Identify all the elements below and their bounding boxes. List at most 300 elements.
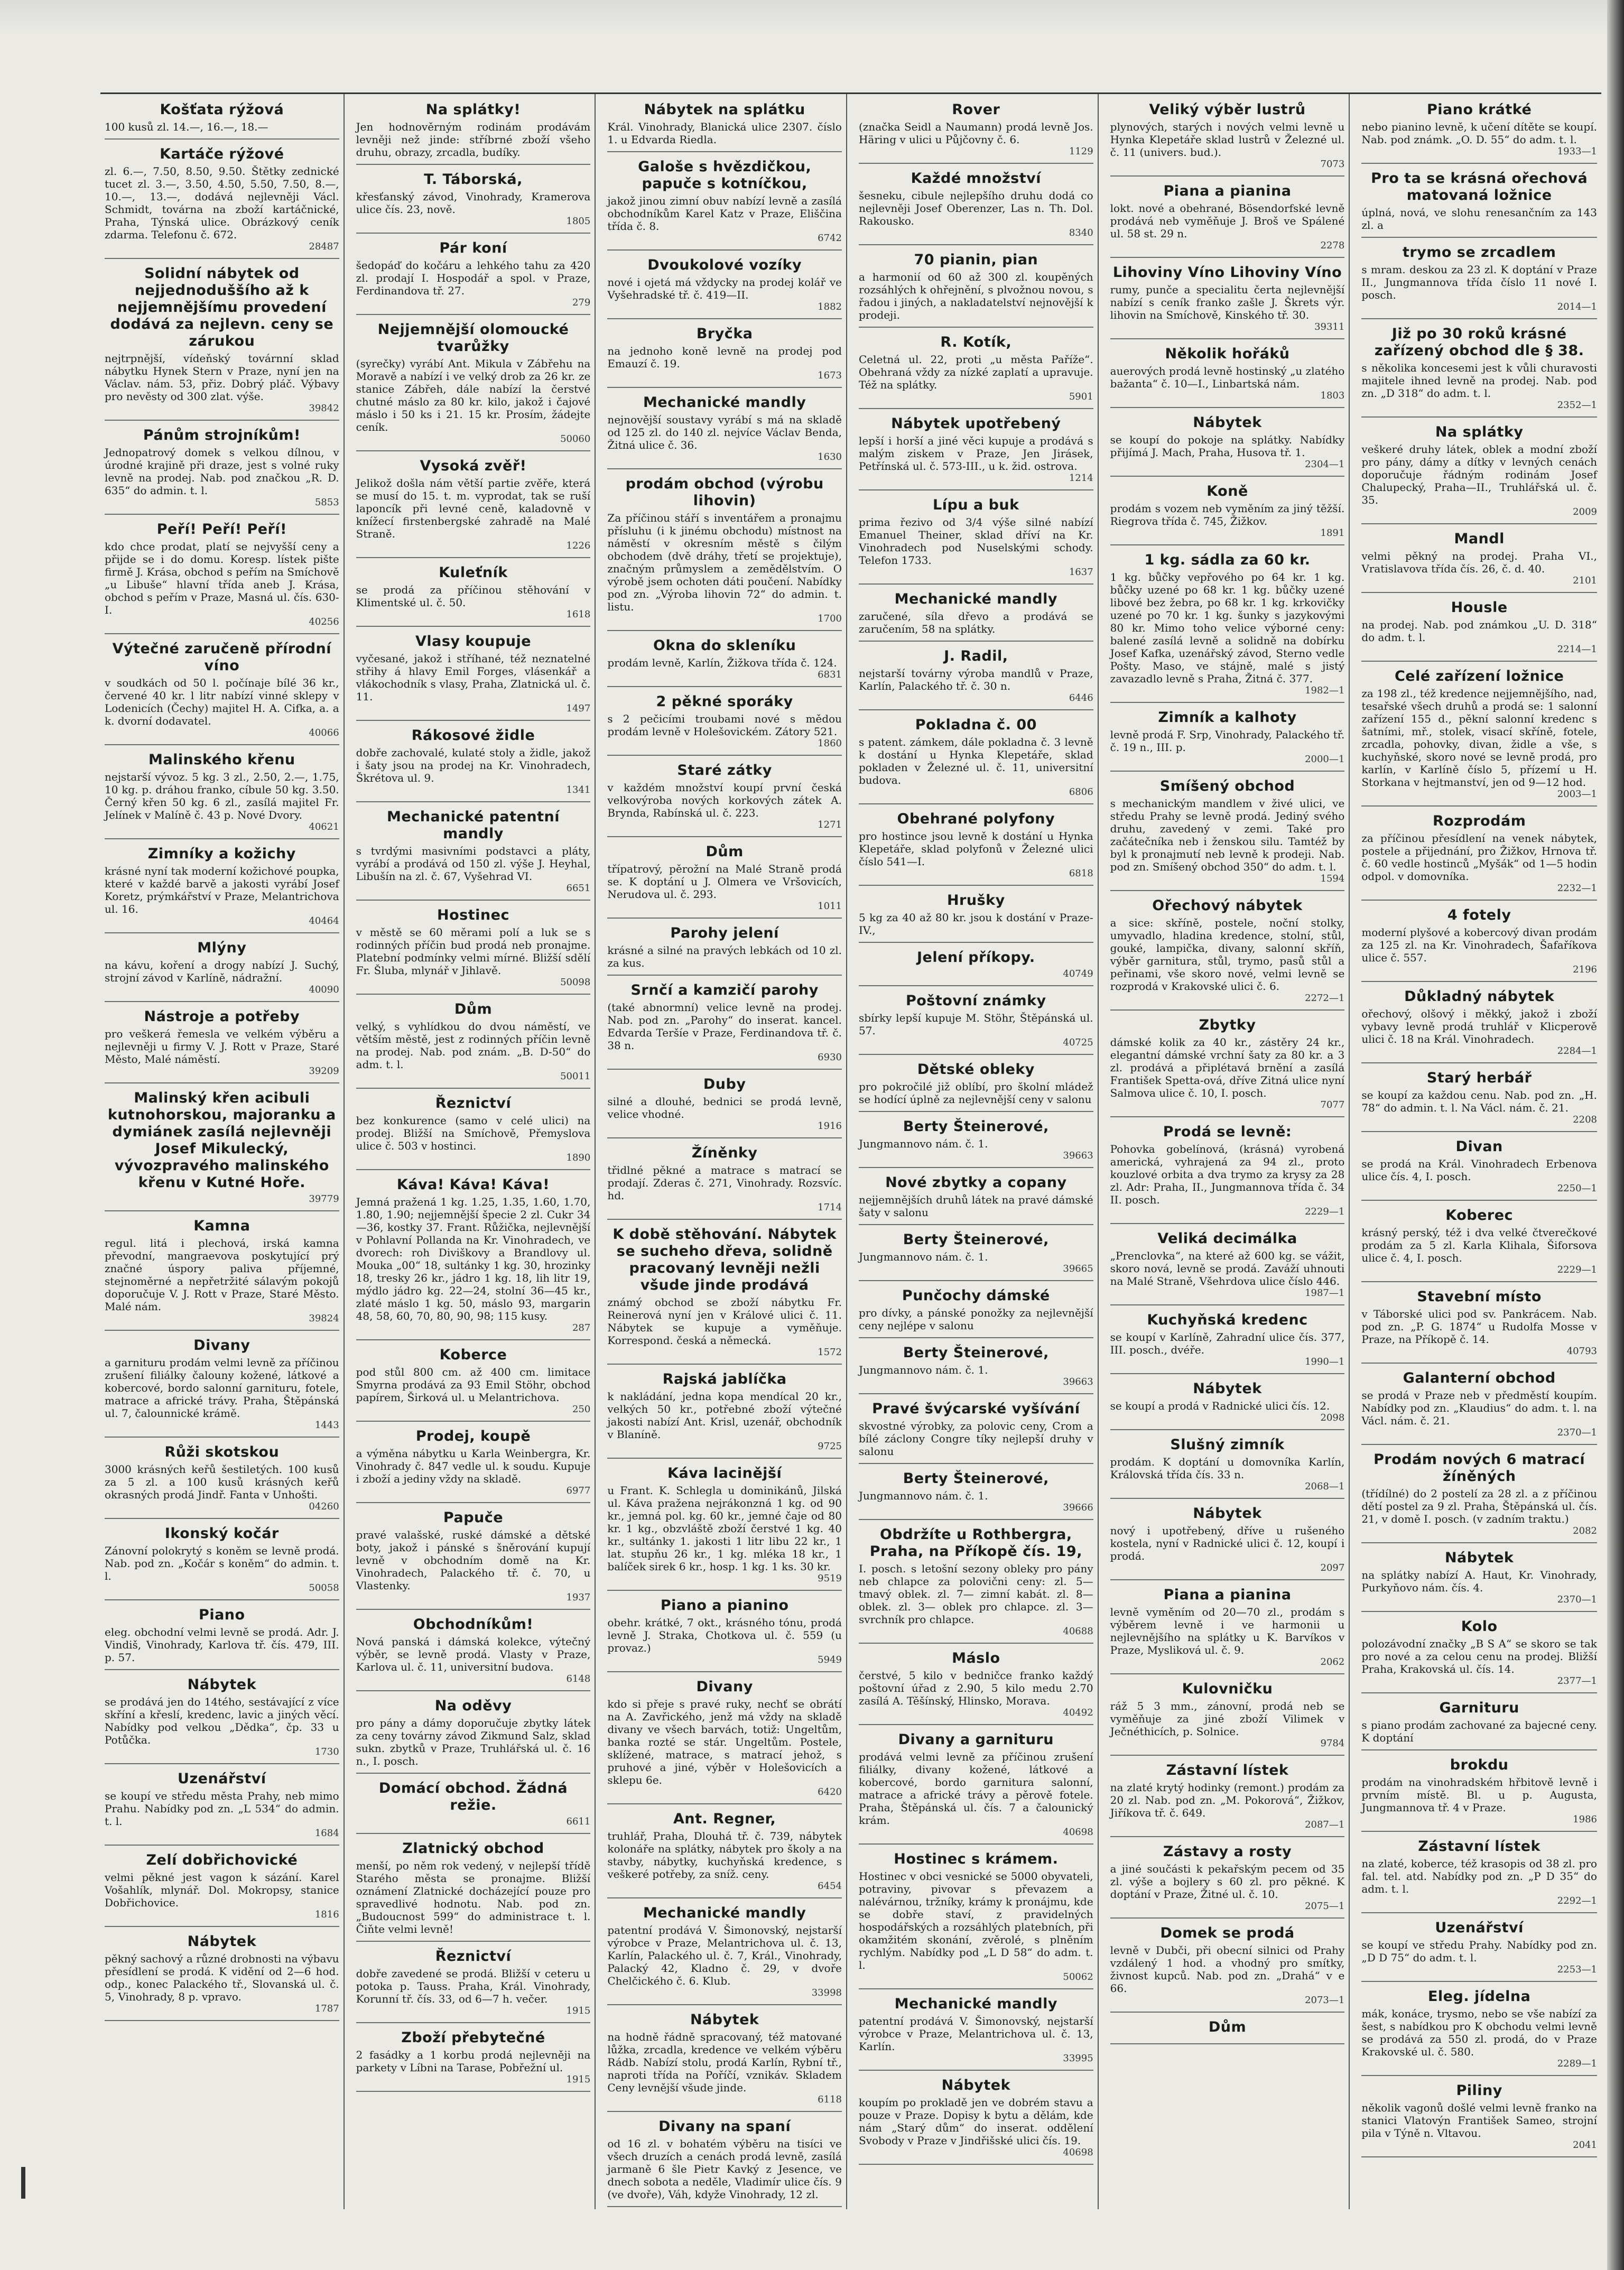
classified-ad [607, 1593, 842, 1672]
classified-ad [1361, 97, 1597, 164]
ad-heading: Na oděvy [434, 1698, 512, 1714]
classified-ad [1361, 1134, 1597, 1201]
ad-reference-number: 6420 [818, 1786, 842, 1798]
classified-ad [1110, 2015, 1345, 2044]
ad-heading: Veliký výběr lustrů [1149, 101, 1306, 118]
classified-ad [356, 1944, 591, 2023]
classified-ad [859, 888, 1093, 943]
ad-body: na hodně řádně spracovaný, též matované lůžka, zrcadla, kredence ve velkém výběru Rádb. Nabízí stolu, prodá Karlín, Rybní tř., naproti třída na Poříčí, vznikáv. Skladem Ceny levnější všude jinde. [607, 2031, 842, 2094]
ad-reference-number: 2041 [1573, 2139, 1597, 2151]
ad-heading: T. Táborská, [424, 171, 523, 188]
ad-heading: Nábytek upotřebený [891, 415, 1061, 432]
ad-heading: R. Kotík, [940, 334, 1012, 350]
classified-ad [105, 1521, 339, 1600]
ad-reference-number: 39779 [309, 1193, 339, 1205]
ad-reference-number: 5949 [818, 1654, 842, 1665]
ad-heading: Pokladna č. 00 [915, 717, 1037, 733]
ad-reference-number: 2229—1 [1557, 1264, 1597, 1275]
ad-body: třípatrový, pěrožní na Malé Straně prodá se. K doptání u J. Olmera ve Vršovicích, Nerudova ul. č. 293. [607, 863, 842, 901]
classified-ad [1361, 240, 1597, 319]
classified-ad [1110, 1921, 1345, 2013]
classified-ad [859, 1170, 1093, 1225]
ad-body: pro pány a dámy doporučuje zbytky látek za ceny továrny závod Zikmund Salz, sklad sukn. zbytků v Praze, Truhlářská ul. č. 16 n., I. posch. [356, 1717, 591, 1767]
ad-body: Jungmannovo nám. č. 1. [858, 1137, 988, 1150]
classified-ad [859, 1227, 1093, 1281]
ad-heading: brokdu [1450, 1757, 1509, 1773]
ad-reference-number: 1933—1 [1557, 146, 1597, 157]
ad-body: ořechový, olšový i měkký, jakož i zboží vybavy levně prodá truhlář v Klicperově ulici č. 18 na Král. Vinohradech. [1361, 1007, 1597, 1045]
ad-heading: Piano krátké [1426, 101, 1532, 118]
classified-ad [859, 247, 1093, 328]
ad-body: a sice: skříně, postele, noční stolky, umyvadlo, hladina kredence, stolní, stůl, gouké, lampička, divany, salonní skříň, výběr garnitura, stůl, trymo, pasů stůl a peřinami, vše skoro nové, velmi levně se rozprodá v Krakovské ulici č. 6. [1110, 916, 1345, 993]
ad-heading: Kolo [1461, 1618, 1498, 1635]
ad-reference-number: 2289—1 [1557, 2058, 1597, 2069]
classified-ad [1110, 1308, 1345, 1374]
ad-heading: 70 pianin, pian [914, 252, 1038, 268]
ad-heading: Domek se prodá [1160, 1925, 1295, 1941]
classified-ad [105, 142, 339, 259]
ad-heading: Nejjemnější olomoucké tvarůžky [377, 321, 569, 355]
ad-heading: Divan [1455, 1138, 1503, 1155]
ad-heading: Piano [199, 1607, 245, 1623]
classified-ad [859, 945, 1093, 986]
ad-reference-number: 9784 [1320, 1738, 1345, 1749]
ad-reference-number: 2229—1 [1305, 1206, 1345, 1217]
ad-heading: Piano a pianino [660, 1597, 789, 1614]
ad-heading: Dům [706, 844, 744, 860]
binding-mark [21, 2167, 25, 2199]
ad-body: auerových prodá levně hostinský „u zlatého bažanta“ č. 10—I., Linbartská nám. [1110, 365, 1345, 390]
ad-body: křesťanský závod, Vinohrady, Kramerova ulice čís. 23, nově. [356, 190, 591, 216]
ad-body: 5 kg za 40 až 80 kr. jsou k dostání v Praze-IV., [858, 911, 1093, 937]
ad-heading: Kamna [193, 1218, 250, 1234]
page-right-edge [1607, 0, 1624, 2270]
ad-reference-number: 2009 [1573, 506, 1597, 517]
classified-ad [1361, 2078, 1597, 2157]
ad-heading: Již po 30 roků krásné zařízený obchod dle § 38. [1374, 326, 1584, 359]
classified-ad [607, 978, 842, 1070]
ad-heading: Pánům strojníkům! [143, 427, 301, 443]
ad-heading: Žíněnky [691, 1145, 758, 1161]
ad-reference-number: 28487 [309, 241, 339, 252]
classified-ad [607, 390, 842, 469]
classified-ad [859, 587, 1093, 642]
ad-body: prodává velmi levně za příčinou zrušení filiálky, divany kožené, látkové a kobercové, bordo garnitura salonní, matrace a africké trávy a pěrově fotele. Praha, Štěpánská ul. čís. 7 a čalounický krám. [858, 1750, 1093, 1827]
ad-heading: Stavební místo [1417, 1289, 1542, 1305]
classified-ad [356, 317, 591, 451]
ad-body: menší, po něm rok vedený, v nejlepší třídě Starého města se pronajme. Bližší oznámení Zlatnické docházející pouze pro spravedlivé hodnotu. Nab. pod zn. „Budoucnost 599“ do administrace t. l. Čiňte velmi levně! [356, 1859, 591, 1935]
ad-body: lepší i horší a jiné věci kupuje a prodává s malým ziskem v Praze, Jen Jirásek, Petřínská ul. č. 573-III., u k. žid. ostrova. [858, 434, 1093, 472]
ad-reference-number: 50060 [560, 433, 591, 444]
ad-reference-number: 04260 [309, 1501, 339, 1512]
ad-heading: J. Radil, [944, 648, 1008, 664]
classified-ad [1361, 1834, 1597, 1913]
ad-body: šesneku, cibule nejlepšího druhu dodá co nejlevněji Josef Oberenzer, Las n. Th. Dol. Rakousko. [858, 189, 1093, 227]
classified-ad [1110, 179, 1345, 258]
classified-ad [607, 2114, 842, 2207]
ad-heading: Mechanické patentní mandly [387, 809, 560, 842]
ad-body: na zlaté, koberce, též krasopis od 38 zl. pro fal. tel. atd. Nabídky pod zn. „P D 35“ do adm. t. l. [1361, 1857, 1597, 1895]
classified-ad [1110, 479, 1345, 545]
ad-body: nejstarší továrny výroba mandlů v Praze, Karlín, Palackého tř. č. 30 n. [858, 667, 1093, 692]
ad-reference-number: 50011 [560, 1071, 591, 1082]
ad-heading: Koberce [439, 1347, 507, 1363]
ad-heading: Kulovničku [1182, 1681, 1273, 1697]
classified-ad [1110, 1376, 1345, 1430]
ad-heading: Zimníky a kožichy [147, 846, 296, 862]
ad-body: čerstvé, 5 kilo v bedničce franko každý poštovní úřad z 2.90, 5 kilo medu 2.70 zasílá A. Těšínský, Hlinsko, Morava. [858, 1669, 1093, 1707]
ad-body: plynových, starých i nových velmi levně u Hynka Klepetáře sklad lustrů v Železné ul. č. 11 (univers. bud.). [1110, 121, 1345, 159]
ad-heading: trymo se zrcadlem [1402, 244, 1556, 261]
classified-ad [105, 1213, 339, 1331]
ad-reference-number: 1572 [818, 1347, 842, 1358]
ad-heading: 4 fotely [1447, 907, 1511, 923]
classified-ad [859, 1340, 1093, 1394]
ad-body: truhlář, Praha, Dlouhá tř. č. 739, nábytek kolonáře na splátky, nábytek pro školy a na stavby, nábytky, kuchyňská kredence, s veškeré potřeby, za sníž. ceny. [607, 1830, 842, 1880]
ad-heading: Uzenářství [1435, 1920, 1524, 1936]
ad-body: pro veškerá řemesla ve velkém výběru a nejlevněji u firmy V. J. Rott v Praze, Staré Město, Malé náměstí. [105, 1027, 339, 1065]
ad-reference-number: 1700 [818, 613, 842, 624]
ad-reference-number: 2003—1 [1557, 789, 1597, 800]
classified-ad [1361, 166, 1597, 238]
ad-body: 3000 krásných keřů šestiletých. 100 kusů za 5 zl. a 100 kusů krásných keřů okrasných prodá Jindř. Fanta v Unhošti. [105, 1463, 339, 1501]
ad-body: prodám. K doptání u domovníka Karlín, Královská třída čís. 33 n. [1110, 1456, 1345, 1481]
ad-reference-number: 2000—1 [1305, 754, 1345, 765]
ad-body: nový i upotřebený, dříve u rušeného kostela, nyní v Radnické ulici č. 12, koupí i prodá. [1110, 1524, 1345, 1562]
ad-body: několik vagonů došlé velmi levně franko na stanici Vlatovýn František Sameo, strojní pila v Týně n. Vltavou. [1361, 2101, 1597, 2139]
ad-heading: Zbytky [1199, 1017, 1256, 1033]
ad-body: (také abnormní) velice levně na prodej. Nab. pod zn. „Parohy“ do inserat. kancel. Edvarda Teršíe v Praze, Ferdinandova tř. č. 38 n. [607, 1001, 842, 1052]
ad-body: skvostné výrobky, za polovic ceny, Crom a bílé záclony Congre tíky nejlepší druhy v salonu [858, 1420, 1093, 1458]
ad-body: zaručené, síla dřevo a prodává se zaručením, 58 na splátky. [858, 610, 1093, 635]
ad-heading: Papuče [443, 1509, 504, 1526]
classified-ad [607, 1367, 842, 1459]
ad-heading: Nábytek [1193, 414, 1262, 431]
ad-column-6 [1357, 94, 1601, 2209]
ad-reference-number: 2352—1 [1557, 400, 1597, 411]
ad-body: v soudkách od 50 l. počínaje bílé 36 kr., červené 40 kr. l litr nabízí vinné sklepy v Lodenicích (Čechy) majitel H. A. Cifka, a. a k. dvorní dodavatel. [105, 677, 339, 727]
classified-ad [1361, 526, 1597, 593]
classified-ad [1361, 903, 1597, 982]
ad-heading: Hostinec [437, 907, 509, 923]
classified-ad [356, 903, 591, 995]
classified-ad [1110, 260, 1345, 339]
ad-body: pod stůl 800 cm. až 400 cm. limitace Smyrna prodává za 93 Emil Stöhr, obchod papírem, Širková ul. u Melantrichova. [356, 1366, 591, 1404]
ad-body: Hostinec v obci vesnické se 5000 obyvateli, potraviny, pivovar s převazem a nalévárnou, tržníky, krámy k pronájmu, kde se dobře staví, z pravidelných hospodářských a rozsáhlých platebních, při okamžitém skonání, zvěrolé, s plněním rychlým. Nabídky pod „L D 58“ do adm. t. l. [858, 1870, 1093, 1971]
ad-body: lokt. nové a obehrané, Bösendorfské levně prodává neb vyměňuje J. Broš ve Spálené ul. 58 st. 29 n. [1110, 202, 1345, 240]
classified-ad [607, 1674, 842, 1804]
ad-body: moderní plyšové a kobercový divan prodám za 125 zl. na Kr. Vinohradech, Šafaříkova ulice č. 557. [1361, 926, 1597, 964]
ad-reference-number: 6831 [818, 669, 842, 680]
ad-body: Jelikož došla nám větší partie zvěře, která se musí do 15. t. m. vyprodat, tak se ruší laponcík při levné ceně, kaladovně v knížecí firstenbergské zahradě na Malé Straně. [356, 477, 591, 540]
classified-ad [105, 1333, 339, 1438]
ad-body: prodám levně, Karlín, Žižkova třída č. 124. [607, 656, 837, 669]
ad-body: s mram. deskou za 23 zl. K doptání v Praze II., Jungmannova třída číslo 11 nové I. posch. [1361, 263, 1597, 301]
ad-body: zl. 6.—, 7.50, 8.50, 9.50. Štětky zednické tucet zl. 3.—, 3.50, 4.50, 5.50, 7.50, 8.—, 10.—, 13.—, dodává nejlevněji Václ. Schmidt, továrna na zboží kartáčnické, Praha, Týnská ulice. Obrázkový ceník zdarma. Telefonu č. 672. [105, 165, 339, 241]
ad-body: s piano prodám zachované za bajecné ceny. K doptání [1361, 1719, 1597, 1744]
ad-reference-number: 2278 [1320, 240, 1345, 251]
classified-ad [105, 1848, 339, 1927]
ad-body: se prodá za příčinou stěhování v Klimentské ul. č. 50. [356, 583, 591, 609]
ad-heading: Rozprodám [1432, 813, 1526, 829]
ad-body: za 198 zl., též kredence nejjemnějšího, nad, tesařské všech druhů a prodá se: 1 salonní zařízení 155 d., pěkní salonní kredenc s šatními, mř., stolek, visací skříně, fotele, zrcadla, pohovky, divan, židle a vše, s kuchyňské, skoro nové se levně prodá, pro karlín, v Karlíně číslo 5, přízemí u H. Storkana v hejtmanství, jen od 9—12 hod. [1361, 687, 1597, 789]
ad-reference-number: 39209 [309, 1065, 339, 1077]
ad-heading: Obdržíte u Rothbergra, Praha, na Příkopě čís. 19, [869, 1526, 1082, 1560]
ad-reference-number: 1714 [818, 1202, 842, 1213]
ad-reference-number: 2370—1 [1557, 1594, 1597, 1605]
ad-reference-number: 50062 [1063, 1971, 1093, 1982]
ad-reference-number: 8340 [1069, 227, 1093, 238]
ad-body: Za příčinou stáří s inventářem a pronajmu přísluhu (i k jinému obchodu) místnost na náměstí v okresním městě s čilým obchodem (dvě dráhy, třetí se projektuje), značným průmyslem a zemědělstvím. O výrobě jsem ochoten dáti poučení. Nabídky pod zn. „Výroba lihovin 72“ do admin. t. listu. [607, 512, 842, 613]
ad-body: Jen hodnověrným rodinám prodávám levněji než jinde: stříbrné zboží všeho druhu, obrazy, zrcadla, budíky. [356, 121, 591, 159]
ad-body: v každém množství koupí první česká velkovýroba nových korkových zátek A. Brynda, Rabínská ul. č. 223. [607, 781, 842, 819]
ad-heading: Zlatnický obchod [402, 1840, 544, 1857]
classified-ad [105, 935, 339, 1002]
ad-heading: Mechanické mandly [643, 1905, 806, 1921]
ad-heading: Košťata rýžová [160, 101, 284, 118]
ad-reference-number: 1990—1 [1305, 1356, 1345, 1367]
classified-ad [105, 636, 339, 745]
ad-reference-number: 2101 [1573, 575, 1597, 586]
ad-heading: Mandl [1454, 531, 1505, 547]
ad-reference-number: 1937 [566, 1592, 591, 1603]
ad-body: v Táborské ulici pod sv. Pankrácem. Nab. pod zn. „P. G. 1874“ u Rudolfa Mosse v Praze, na Příkopě č. 14. [1361, 1308, 1597, 1346]
ad-body: v městě se 60 měrami polí a luk se s rodinných příčin bud prodá neb pronajme. Platební podmínky velmi mírné. Bližší sdělí Fr. Šluba, mlynář v Jihlavě. [356, 926, 591, 977]
classified-ad [105, 97, 339, 140]
page-top-shadow [0, 0, 1624, 32]
classified-ad [105, 747, 339, 839]
ad-reference-number: 9519 [818, 1573, 842, 1584]
ad-body: prodám s vozem neb vyměním za jiný těžší. Riegrova třída č. 745, Žižkov. [1110, 502, 1345, 527]
ad-heading: Káva lacinější [667, 1465, 782, 1481]
classified-ad [859, 712, 1093, 804]
classified-ad [1110, 1226, 1345, 1305]
ad-heading: Pár koní [439, 240, 507, 256]
ad-reference-number: 1630 [818, 451, 842, 462]
ad-heading: Nábytek [1193, 1505, 1262, 1522]
ad-reference-number: 39665 [1063, 1263, 1093, 1274]
classified-ad [1110, 1501, 1345, 1580]
classified-ad [607, 839, 842, 919]
classified-ad [356, 1342, 591, 1422]
classified-ad [1361, 595, 1597, 662]
ad-reference-number: 6818 [1069, 868, 1093, 879]
ad-body: a garnituru prodám velmi levně za příčinou zrušení filiálky čalouny kožené, látkové a kobercové, bordo salonní garnituru, fotele, matrace a africké trávy. Praha, Štěpánská ul. 7, čalounnické krámě. [105, 1356, 339, 1420]
ad-heading: Dětské obleky [917, 1061, 1035, 1078]
ad-heading: Divany na spaní [658, 2118, 791, 2135]
classified-ad [607, 921, 842, 976]
classified-ad [1361, 809, 1597, 901]
ad-heading: Berty Šteinerové, [903, 1470, 1049, 1487]
ad-body: se prodá v Praze neb v předměstí koupím. Nabídky pod zn. „Klaudius“ do adm. t. l. na Václ. nám. č. 21. [1361, 1389, 1597, 1427]
ad-body: k nakládání, jedna kopa mendícal 20 kr., velkých 50 kr., potřebné zboží výtečné jakosti nabízí Ant. Krisl, uzenář, obchodník v Blaníně. [607, 1390, 842, 1441]
ad-body: levně vyměním od 20—70 zl., prodám s výběrem levně i ve harmonii u nejlevnějšího na splátky u K. Barvíkos v Praze, Mysliková ul. č. 9. [1110, 1606, 1345, 1656]
ad-body: s tvrdými masivními podstavci a pláty, vyrábí a prodává od 150 zl. výše J. Heyhal, Libušín na zl. č. 67, Vyšehrad VI. [356, 845, 591, 883]
ad-reference-number: 2014—1 [1557, 301, 1597, 312]
ad-body: Celetná ul. 22, proti „u města Paříže“. Obehraná vždy za nízké zaplatí a upravuje. Též na splátky. [858, 353, 1093, 391]
ad-body: se koupí a prodá v Radnické ulici čís. 12. [1110, 1400, 1330, 1412]
ad-body: krásné a silné na pravých lebkách od 10 zl. za kus. [607, 944, 842, 969]
ad-heading: Punčochy dámské [902, 1287, 1050, 1304]
ad-reference-number: 1816 [314, 1909, 339, 1920]
ad-reference-number: 1915 [566, 2005, 591, 2016]
classified-ad [356, 723, 591, 802]
classified-ad [105, 1602, 339, 1670]
ad-heading: Piliny [1456, 2082, 1502, 2099]
ad-heading: Vlasy koupuje [415, 633, 532, 650]
ad-reference-number: 279 [572, 297, 591, 308]
classified-ad [1110, 1013, 1345, 1117]
ad-reference-number: 1214 [1069, 472, 1093, 484]
classified-ad [1110, 97, 1345, 177]
ad-reference-number: 1011 [818, 901, 842, 912]
ad-body: šedopáď do kočáru a lehkého tahu za 420 zl. prodají I. Hospodář a spol. v Praze, Ferdinandova tř. 27. [356, 259, 591, 297]
ad-reference-number: 39663 [1063, 1150, 1093, 1161]
ad-body: velký, s vyhlídkou do dvou náměstí, ve větším městě, jest z rodinných příčin levně na prodej. Nab. pod znám. „B. D-50“ do adm. t. l. [356, 1020, 591, 1071]
ad-heading: Housle [1451, 599, 1508, 616]
ad-reference-number: 39311 [1314, 321, 1345, 332]
ad-reference-number: 50098 [560, 977, 591, 988]
ad-reference-number: 250 [572, 1404, 591, 1415]
ad-heading: Dům [1208, 2019, 1247, 2035]
ad-body: se koupí ve středu Prahy. Nabídky pod zn. „D D 75“ do adm. t. l. [1361, 1939, 1597, 1964]
ad-reference-number: 2062 [1320, 1656, 1345, 1667]
classified-ad [1110, 774, 1345, 891]
ad-body: pravé valašské, ruské dámské a dětské boty, jakož i pánské s šněrování kupují levně v obchodním domě na Kr. Vinohradech, Palackého tř. č. 70, u Vlastenky. [356, 1528, 591, 1592]
ad-body: od 16 zl. v bohatém výběru na tisíci ve všech druzích a cenách prodá levně, zasílá jarmaně 6 šle Pietr Kavký z Jesence, ve dnech sobota a neděle, Vladimír ulice čís. 9 (ve dvoře), Váh, kdyže Vinohrady, 12 zl. [607, 2137, 842, 2201]
ad-reference-number: 2098 [1320, 1412, 1345, 1423]
classified-columns [100, 92, 1601, 2201]
ad-body: na jednoho koně levně na prodej pod Emauzí č. 19. [607, 345, 842, 370]
classified-ad [607, 633, 842, 687]
ad-heading: Na splátky [1435, 424, 1524, 440]
ad-body: pro dívky, a pánské ponožky za nejlevnější ceny nejlépe v salonu [858, 1307, 1093, 1332]
ad-heading: Několik hořáků [1165, 346, 1290, 362]
ad-body: pro hostince jsou levně k dostání u Hynka Klepetáře, sklad polyfonů v Železné ulici číslo 541—I. [858, 830, 1093, 868]
ad-heading: Zelí dobřichovické [146, 1852, 298, 1868]
classified-ad [1361, 1614, 1597, 1693]
ad-body: sbírky lepší kupuje M. Stöhr, Štěpánská ul. 57. [858, 1012, 1093, 1037]
ad-heading: Dům [454, 1001, 493, 1017]
classified-ad [105, 517, 339, 634]
classified-ad [356, 629, 591, 721]
ad-reference-number: 2208 [1573, 1114, 1597, 1125]
ad-reference-number: 1730 [314, 1746, 339, 1757]
ad-reference-number: 1443 [314, 1420, 339, 1431]
ad-body: se prodá na Král. Vinohradech Erbenova ulice čís. 4, I. posch. [1361, 1157, 1597, 1183]
classified-ad [607, 471, 842, 631]
ad-body: na prodej. Nab. pod známkou „U. D. 318“ do adm. t. l. [1361, 618, 1597, 644]
ad-heading: Malinský křen acibuli kutnohorskou, majoranku a dymiánek zasílá nejlevněji Josef Mikulecký, vývozpravého malinského křenu v Kutné Hoře. [107, 1090, 336, 1191]
ad-reference-number: 1890 [566, 1152, 591, 1163]
classified-ad [1361, 1753, 1597, 1832]
ad-body: kdo chce prodat, platí se nejvyšší ceny a přijde se i do domu. Koresp. lístek pište firmě J. Krása, obchod s peřím na Smíchově „u Libuše“ hlavní třída aneb J. Krása, obchod s peřím v Praze, Masná ul. čís. 630-I. [105, 540, 339, 616]
classified-ad [105, 423, 339, 515]
ad-reference-number: 1915 [566, 2074, 591, 2085]
ad-heading: Divany a garnituru [898, 1731, 1054, 1748]
ad-reference-number: 5901 [1069, 391, 1093, 402]
classified-ad [356, 236, 591, 315]
classified-ad [1110, 893, 1345, 1011]
ad-heading: Prodá se levně: [1163, 1124, 1292, 1140]
ad-heading: Divany [193, 1337, 250, 1354]
classified-ad [859, 807, 1093, 886]
ad-body: Nová panská i dámská kolekce, výtečný výběr, se levně prodá. Vlasty v Praze, Karlova ul. č. 11, universitní budova. [356, 1635, 591, 1673]
classified-ad [1110, 1119, 1345, 1224]
ad-heading: Veliká decimálka [1157, 1230, 1297, 1247]
ad-reference-number: 2292—1 [1557, 1895, 1597, 1906]
ad-reference-number: 1982—1 [1305, 685, 1345, 696]
ad-reference-number: 1787 [314, 2003, 339, 2014]
ad-body: eleg. obchodní velmi levně se prodá. Adr. J. Vindiš, Vinohrady, Karlova tř. čís. 479, III. p. 57. [105, 1626, 339, 1664]
classified-ad [607, 758, 842, 837]
classified-ad [1110, 548, 1345, 703]
ad-heading: Hrušky [946, 892, 1005, 909]
ad-reference-number: 2284—1 [1557, 1045, 1597, 1057]
ad-reference-number: 40749 [1063, 968, 1093, 979]
ad-body: u Frant. K. Schlegla u dominikánů, Jilská ul. Káva pražena nejrákonzná 1 kg. od 90 kr., jemná pol. kg. 60 kr., jemné čaje od 80 kr. 1 kg., obzvláště zboží čerstvé 1 kg. 40 kr., sultánky 1. jakosti 1 litr libu 22 kr., 1 lat. stupňu 26 kr., 1 kg. mléka 18 kr., 1 balíček sirek 6 kr., hosp. 1 kg. 1 ks. 30 kr. [607, 1484, 842, 1573]
ad-column-2 [352, 94, 596, 2209]
ad-reference-number: 1594 [1320, 873, 1345, 884]
ad-body: Jungmannovo nám. č. 1. [858, 1364, 988, 1376]
ad-heading: Zástavní lístek [1166, 1762, 1289, 1778]
ad-body: nebo pianino levně, k učení dítěte se koupí. Nab. pod známk. „O. D. 55“ do adm. t. l. [1361, 121, 1597, 146]
ad-heading: Nábytek na splátku [644, 101, 805, 118]
ad-body: se koupí za každou cenu. Nab. pod zn. „H. 78“ do admin. t. l. Na Václ. nám. č. 21. [1361, 1089, 1597, 1114]
ad-reference-number: 7077 [1320, 1099, 1345, 1110]
ad-reference-number: 6806 [1069, 786, 1093, 798]
classified-ad [105, 1004, 339, 1083]
ad-heading: Důkladný nábytek [1404, 988, 1555, 1005]
ad-body: se koupí ve středu města Prahy, neb mimo Prahu. Nabídky pod zn. „L 534“ do admin. t. l. [105, 1790, 339, 1828]
classified-ad [859, 1283, 1093, 1338]
classified-ad [607, 154, 842, 251]
ad-body: 1 kg. bůčky vepřového po 64 kr. 1 kg. bůčky uzené po 68 kr. 1 kg. bůčky uzené libové bez žebra, po 68 kr. 1 kg. krkovičky uzené po 70 kr. 1 kg. šunky s jazykovými 80 kr. Mimo toho velice výborné ceny: balené zasílá levně a solidně na dobírku Josef Kafka, uzenářský závod, Sterno vedle Pošty. Maso, ve stájně, malé s jistý zavazadlo levně s Praha, Žitná č. 377. [1110, 571, 1345, 685]
ad-body: Jungmannovo nám. č. 1. [858, 1489, 988, 1502]
ad-heading: Nástroje a potřeby [144, 1008, 300, 1025]
ad-reference-number: 6148 [566, 1673, 591, 1684]
classified-ad [859, 1646, 1093, 1725]
classified-ad [1110, 1676, 1345, 1756]
classified-ad [1110, 1758, 1345, 1837]
ad-heading: Bryčka [696, 326, 753, 342]
classified-ad [1361, 1366, 1597, 1445]
ad-heading: Kuchyňská kredenc [1147, 1312, 1308, 1328]
classified-ad [859, 1057, 1093, 1112]
ad-body: levně v Dubči, při obecní silnici od Prahy vzdálený 1 hod. a vhodný pro smítky, živnost kupců. Nab. pod zn. „Drahá“ v e 66. [1110, 1944, 1345, 1995]
ad-heading: Hostinec s krámem. [894, 1851, 1059, 1867]
ad-body: „Prenclovka“, na které až 600 kg. se vážit, skoro nová, levně se prodá. Zaváží uhnouti na Malé Straně, Všehrdova ulice číslo 446. [1110, 1249, 1345, 1287]
ad-reference-number: 33998 [811, 1987, 842, 1998]
ad-heading: Prodám nových 6 matrací žíněných [1374, 1451, 1585, 1485]
ad-heading: 1 kg. sádla za 60 kr. [1144, 552, 1311, 568]
ad-reference-number: 33995 [1063, 2053, 1093, 2064]
ad-heading: Zástavy a rosty [1163, 1843, 1292, 1860]
classified-ad [356, 1776, 591, 1834]
ad-body: patentní prodává V. Šimonovský, nejstarší výrobce v Praze, Melantrichova ul. č. 13, Karlín. [858, 2015, 1093, 2053]
ad-heading: Každé množství [911, 170, 1041, 187]
classified-ad [105, 1766, 339, 1846]
ad-body: se prodává jen do 14tého, sestávající z více skříní a křeslí, kredenc, lavic a jiných věcí. Nabídky pod velkou „Dědka“, čp. 33 u Potůčka. [105, 1695, 339, 1746]
ad-body: 100 kusů zl. 14.—, 16.—, 18.— [105, 121, 268, 133]
ad-heading: Kartáče rýžové [160, 146, 284, 162]
classified-ad [607, 1806, 842, 1898]
ad-heading: Berty Šteinerové, [903, 1345, 1049, 1361]
ad-reference-number: 1805 [566, 216, 591, 227]
ad-heading: Obehrané polyfony [897, 811, 1055, 827]
ad-reference-number: 6651 [566, 883, 591, 894]
ad-body: veškeré druhy látek, oblek a modní zboží pro pány, dámy a dítky v levných cenách doporučuje řádným rodinám Josef Chalupecký, Praha—II., Truhlářská ul. č. 35. [1361, 443, 1597, 506]
